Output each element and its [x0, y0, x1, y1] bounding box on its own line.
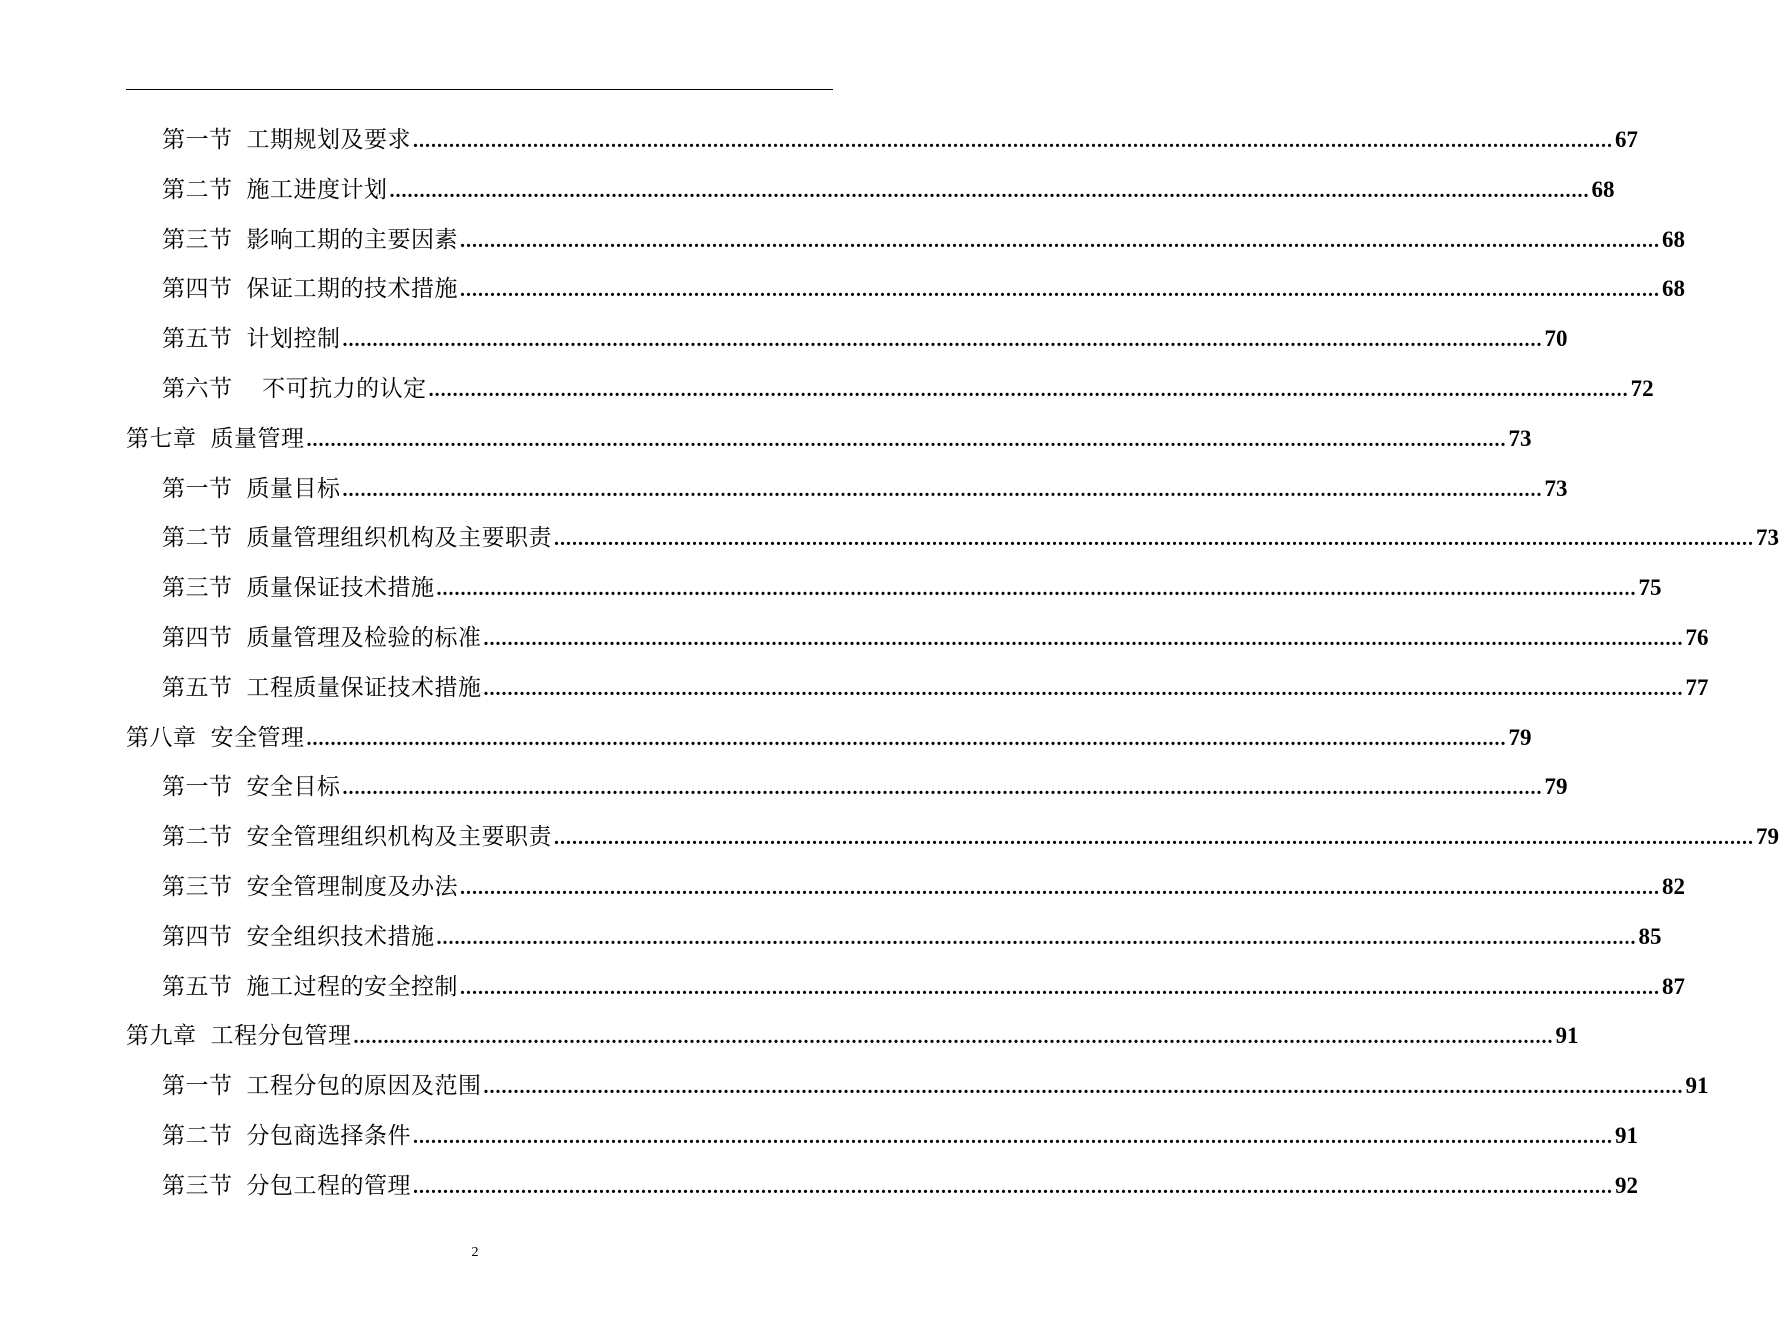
toc-entry-label: [162, 763, 341, 813]
toc-entry-number: 第二节: [162, 525, 233, 552]
toc-entry-page: 79: [1544, 774, 1568, 800]
toc-entry-title: 施工过程的安全控制: [246, 973, 458, 1000]
toc-entry-page: 68: [1591, 176, 1615, 202]
toc-entry-title: 影响工期的主要因素: [246, 226, 458, 253]
toc-entry-number: 第一节: [162, 475, 233, 502]
toc-entry-page: 76: [1685, 624, 1709, 650]
toc-entry-title: 安全目标: [246, 774, 341, 801]
toc-entry-title: 保证工期的技术措施: [246, 276, 458, 303]
toc-entry-title: 工程分包的原因及范围: [246, 1073, 482, 1100]
toc-entry-title: 工期规划及要求: [246, 127, 411, 153]
toc-entry-title: 工程质量保证技术措施: [246, 674, 482, 701]
toc-entry-label: [126, 714, 305, 764]
toc-dot-leader: ........................................................................................................................................................................................................: [460, 976, 1660, 999]
toc-dot-leader: ........................................................................................................................................................................................................: [342, 329, 1543, 352]
toc-section-entry[interactable]: [126, 1061, 1709, 1111]
toc-entry-page: 85: [1638, 923, 1662, 949]
toc-section-entry[interactable]: [126, 513, 1779, 563]
toc-entry-title: 安全组织技术措施: [246, 923, 435, 950]
toc-entry-page: 73: [1756, 525, 1779, 551]
toc-dot-leader: ........................................................................................................................................................................................................: [353, 1026, 1554, 1049]
toc-entry-page: 91: [1615, 1122, 1638, 1148]
toc-entry-label: [162, 1112, 411, 1162]
toc-entry-page: 91: [1685, 1073, 1709, 1099]
toc-entry-label: [162, 963, 458, 1013]
toc-entry-number: 第四节: [162, 624, 233, 651]
toc-entry-title: 质量保证技术措施: [246, 575, 435, 602]
toc-entry-label: [162, 465, 341, 515]
toc-entry-number: 第四节: [162, 276, 233, 303]
toc-entry-label: [162, 116, 411, 166]
toc-entry-number: 第二节: [162, 1122, 233, 1149]
toc-section-entry[interactable]: [126, 663, 1709, 713]
toc-dot-leader: ........................................................................................................................................................................................................: [413, 130, 1613, 152]
toc-dot-leader: ........................................................................................................................................................................................................: [342, 478, 1543, 501]
toc-dot-leader: ........................................................................................................................................................................................................: [436, 926, 1637, 949]
toc-dot-leader: ........................................................................................................................................................................................................: [460, 279, 1660, 302]
toc-section-entry[interactable]: [126, 165, 1615, 215]
toc-dot-leader: ........................................................................................................................................................................................................: [342, 777, 1543, 800]
toc-entry-label: [162, 863, 458, 913]
toc-entry-number: 第三节: [162, 873, 233, 900]
toc-dot-leader: ........................................................................................................................................................................................................: [389, 179, 1590, 202]
toc-entry-page: 68: [1662, 276, 1685, 302]
toc-entry-title: 安全管理: [210, 724, 305, 751]
toc-entry-number: 第二节: [162, 176, 233, 203]
toc-dot-leader: ........................................................................................................................................................................................................: [554, 528, 1754, 551]
toc-section-entry[interactable]: [126, 1111, 1638, 1161]
toc-entry-page: 68: [1662, 226, 1685, 252]
toc-entry-number: 第五节: [162, 674, 233, 701]
toc-entry-label: [162, 514, 552, 564]
toc-entry-number: 第三节: [162, 226, 233, 253]
toc-dot-leader: ........................................................................................................................................................................................................: [483, 677, 1684, 700]
toc-dot-leader: ........................................................................................................................................................................................................: [436, 578, 1637, 601]
toc-entry-number: 第五节: [162, 973, 233, 1000]
toc-entry-label: [162, 216, 458, 266]
toc-section-entry[interactable]: [126, 912, 1662, 962]
toc-entry-label: [162, 664, 482, 714]
toc-entry-page: 79: [1756, 824, 1779, 850]
toc-section-entry[interactable]: [126, 464, 1568, 514]
toc-entry-page: 79: [1508, 724, 1532, 750]
toc-entry-number: 第四节: [162, 923, 233, 950]
toc-entry-label: [162, 265, 458, 315]
toc-entry-page: 75: [1638, 575, 1662, 601]
toc-chapter-entry[interactable]: [126, 713, 1532, 763]
toc-dot-leader: ........................................................................................................................................................................................................: [483, 627, 1684, 650]
toc-chapter-entry[interactable]: [126, 414, 1532, 464]
toc-entry-number: 第一节: [162, 774, 233, 801]
toc-entry-title: 施工进度计划: [246, 176, 388, 203]
toc-dot-leader: ........................................................................................................................................................................................................: [460, 229, 1660, 252]
toc-entry-number: 第二节: [162, 824, 233, 851]
toc-section-entry[interactable]: [126, 862, 1685, 912]
toc-section-entry[interactable]: [126, 563, 1662, 613]
page-number: 2: [471, 1245, 479, 1260]
toc-entry-label: [126, 1012, 352, 1062]
toc-entry-page: 77: [1685, 674, 1709, 700]
toc-entry-page: 67: [1615, 127, 1638, 152]
toc-entry-page: 72: [1630, 375, 1654, 401]
toc-entry-title: 质量管理: [210, 425, 305, 452]
toc-entry-title: 安全管理组织机构及主要职责: [246, 824, 552, 851]
toc-section-entry[interactable]: [126, 1161, 1638, 1211]
toc-entry-title: 分包工程的管理: [246, 1172, 411, 1199]
toc-entry-number: 第五节: [162, 326, 233, 353]
toc-section-entry[interactable]: [126, 264, 1685, 314]
toc-entry-page: 91: [1555, 1023, 1579, 1049]
toc-entry-label: [162, 1062, 482, 1112]
toc-section-entry[interactable]: [126, 314, 1568, 364]
toc-entry-title: 分包商选择条件: [246, 1122, 411, 1149]
toc-entry-number: 第九章: [126, 1023, 197, 1050]
toc-entry-title: 工程分包管理: [210, 1023, 352, 1050]
toc-section-entry[interactable]: [126, 115, 1638, 165]
toc-entry-title: 不可抗力的认定: [246, 375, 427, 402]
toc-section-entry[interactable]: [126, 613, 1709, 663]
toc-dot-leader: ........................................................................................................................................................................................................: [413, 1125, 1613, 1148]
toc-entry-label: [162, 1162, 411, 1212]
toc-entry-label: [162, 166, 388, 216]
toc-entry-page: 87: [1662, 973, 1685, 999]
toc-entry-page: 82: [1662, 873, 1685, 899]
toc-entry-page: 73: [1508, 425, 1532, 451]
header-rule: [126, 89, 833, 90]
toc-dot-leader: ........................................................................................................................................................................................................: [483, 1076, 1684, 1099]
toc-entry-title: 质量管理及检验的标准: [246, 624, 482, 651]
toc-entry-label: [126, 415, 305, 465]
toc-entry-label: [162, 564, 435, 614]
toc-entry-label: [162, 913, 435, 963]
toc-entry-label: [162, 614, 482, 664]
toc-entry-title: 计划控制: [246, 326, 341, 353]
toc-entry-number: 第一节: [162, 127, 233, 153]
toc-entry-label: [162, 315, 341, 365]
toc-dot-leader: ........................................................................................................................................................................................................: [413, 1175, 1613, 1198]
toc-dot-leader: ........................................................................................................................................................................................................: [460, 876, 1660, 899]
toc-dot-leader: ........................................................................................................................................................................................................: [306, 428, 1507, 451]
toc-dot-leader: ........................................................................................................................................................................................................: [428, 378, 1629, 401]
toc-section-entry[interactable]: [126, 364, 1654, 414]
toc-entry-title: 质量目标: [246, 475, 341, 502]
toc-entry-number: 第一节: [162, 1073, 233, 1100]
toc-section-entry[interactable]: [126, 215, 1685, 265]
table-of-contents: [126, 115, 1779, 1211]
toc-entry-label: [162, 365, 427, 415]
toc-section-entry[interactable]: [126, 962, 1685, 1012]
toc-entry-label: [162, 813, 552, 863]
toc-entry-page: 92: [1615, 1172, 1638, 1198]
toc-entry-number: 第八章: [126, 724, 197, 751]
toc-entry-page: 70: [1544, 326, 1568, 352]
toc-entry-number: 第七章: [126, 425, 197, 452]
toc-entry-number: 第三节: [162, 1172, 233, 1199]
toc-section-entry[interactable]: [126, 762, 1568, 812]
toc-dot-leader: ........................................................................................................................................................................................................: [306, 727, 1507, 750]
toc-entry-page: 73: [1544, 475, 1568, 501]
toc-entry-title: 安全管理制度及办法: [246, 873, 458, 900]
toc-chapter-entry[interactable]: [126, 1011, 1579, 1061]
toc-dot-leader: ........................................................................................................................................................................................................: [554, 827, 1754, 850]
toc-entry-number: 第六节: [162, 375, 233, 402]
toc-entry-title: 质量管理组织机构及主要职责: [246, 525, 552, 552]
toc-section-entry[interactable]: [126, 812, 1779, 862]
toc-entry-number: 第三节: [162, 575, 233, 602]
